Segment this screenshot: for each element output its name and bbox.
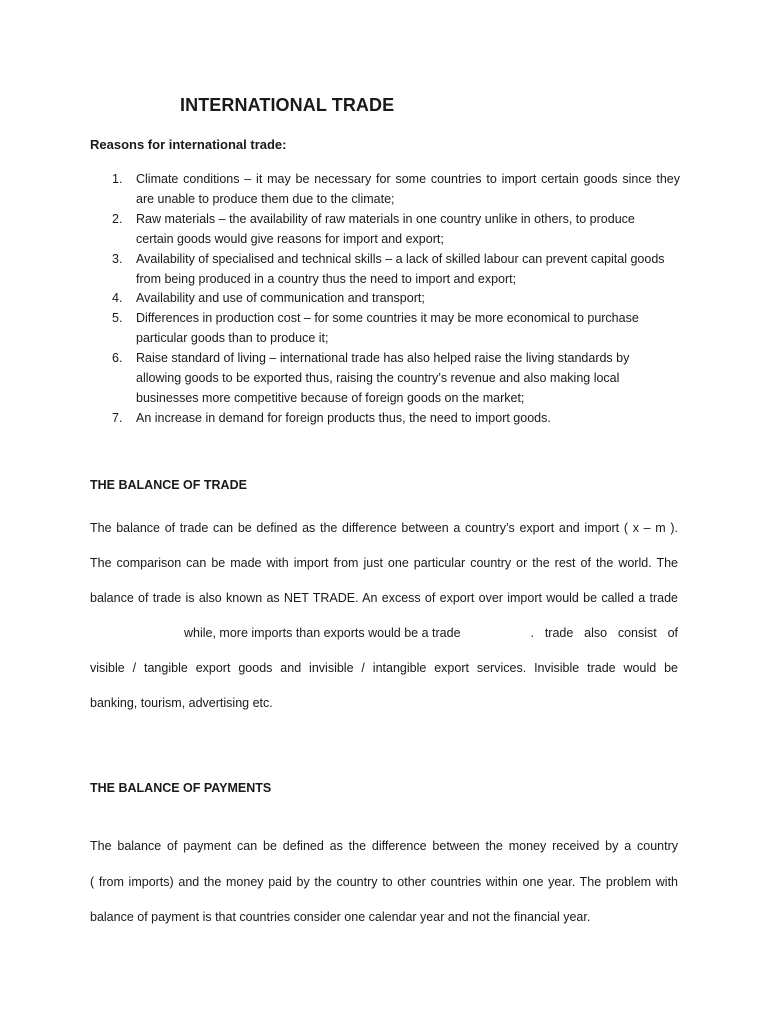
paragraph-line: banking, tourism, advertising etc. <box>90 695 273 710</box>
list-item-text: Availability and use of communication and transport; <box>136 291 425 306</box>
list-item <box>90 309 680 349</box>
list-item-text: particular goods than to produce it; <box>136 331 329 346</box>
paragraph-text: while, more imports than exports would be a trade <box>184 625 461 640</box>
list-item <box>90 289 680 309</box>
list-item-number: 5. <box>112 311 123 326</box>
paragraph-line: ( from imports) and the money paid by the country to other countries within one year. The problem with <box>90 874 678 889</box>
list-item-text: Raise standard of living – international trade has also helped raise the living standards by <box>136 351 630 366</box>
list-item-text: Climate conditions – it may be necessary for some countries to import certain goods since they <box>136 172 680 186</box>
balance-of-payments-heading: THE BALANCE OF PAYMENTS <box>90 781 272 795</box>
list-item-text: Differences in production cost – for some countries it may be more economical to purchase <box>136 311 639 326</box>
paragraph-line: balance of trade is also known as NET TRADE. An excess of export over import would be called a trade <box>90 590 678 605</box>
list-item <box>90 349 680 409</box>
list-item-text: from being produced in a country thus the need to import and export; <box>136 271 517 286</box>
list-item-number: 7. <box>112 410 123 425</box>
blank-space <box>90 616 184 651</box>
list-item <box>90 210 680 250</box>
document-title: INTERNATIONAL TRADE <box>180 95 395 115</box>
list-item-text: are unable to produce them due to the climate; <box>136 191 395 206</box>
list-item-text: Raw materials – the availability of raw materials in one country unlike in others, to produce <box>136 211 635 226</box>
paragraph-text: . trade also consist of <box>530 625 678 640</box>
list-item-number: 1. <box>112 172 123 186</box>
list-item-text: certain goods would give reasons for import and export; <box>136 231 444 246</box>
list-item-text: allowing goods to be exported thus, raising the country’s revenue and also making local <box>136 371 620 386</box>
list-item <box>90 170 680 210</box>
paragraph-line <box>90 616 678 651</box>
list-item-text: businesses more competitive because of foreign goods on the market; <box>136 390 525 405</box>
paragraph-line: balance of payment is that countries consider one calendar year and not the financial year. <box>90 910 591 924</box>
list-item-number: 4. <box>112 291 123 306</box>
paragraph-line: The comparison can be made with import from just one particular country or the rest of the world. The <box>90 555 678 570</box>
list-item-number: 3. <box>112 251 123 266</box>
list-item <box>90 250 680 290</box>
balance-of-payments-paragraph <box>90 829 678 936</box>
list-item-text: An increase in demand for foreign products thus, the need to import goods. <box>136 410 551 425</box>
list-item-text: Availability of specialised and technical skills – a lack of skilled labour can prevent capital goods <box>136 251 665 266</box>
list-item-number: 6. <box>112 351 123 366</box>
paragraph-line: The balance of trade can be defined as the difference between a country’s export and import ( x – m ). <box>90 521 678 535</box>
reasons-heading: Reasons for international trade: <box>90 137 287 152</box>
paragraph-line: The balance of payment can be defined as the difference between the money received by a country <box>90 839 678 853</box>
balance-of-trade-heading: THE BALANCE OF TRADE <box>90 478 247 492</box>
paragraph-line: visible / tangible export goods and invisible / intangible export services. Invisible trade would be <box>90 660 678 675</box>
list-item <box>90 409 680 429</box>
reasons-list <box>90 170 680 429</box>
blank-space <box>461 616 531 651</box>
balance-of-trade-paragraph <box>90 511 678 720</box>
list-item-number: 2. <box>112 211 123 226</box>
